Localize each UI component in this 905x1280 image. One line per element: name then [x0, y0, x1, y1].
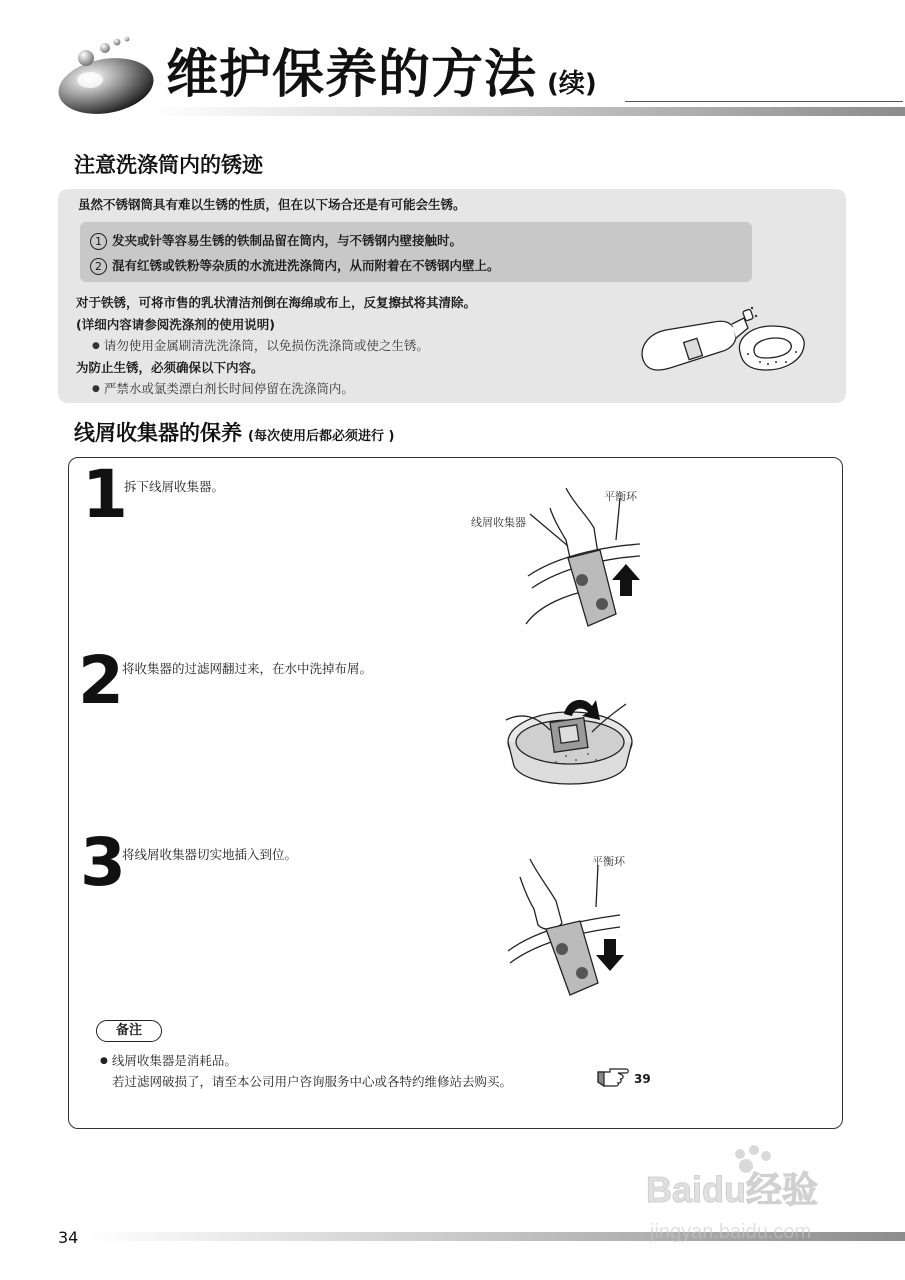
step-3-text: 将线屑收集器切实地插入到位。 [122, 847, 298, 862]
note-tag: 备注 [96, 1020, 162, 1042]
rust-warning-bleach: ● 严禁水或氯类漂白剂长时间停留在洗涤筒内。 [92, 379, 354, 397]
watermark-url: jingyan.baidu.com [650, 1221, 812, 1243]
rust-case-2 [90, 256, 500, 275]
rust-remedy-note: (详细内容请参阅洗涤剂的使用说明) [76, 317, 275, 332]
header-gradient-band [150, 107, 905, 116]
cleaner-bottle-sponge-illustration [636, 304, 812, 386]
step-1-text: 拆下线屑收集器。 [124, 479, 225, 494]
rust-case-1 [90, 231, 462, 250]
insert-lint-collector-illustration [500, 855, 640, 1000]
page-title-suffix: (续) [547, 69, 597, 99]
lint-section-subtitle: (每次使用后都必须进行 ) [248, 429, 395, 444]
reference-page-number: 39 [634, 1072, 651, 1086]
page-number: 34 [58, 1228, 79, 1247]
pointing-hand-reference-icon [596, 1066, 632, 1088]
rust-prevent-heading: 为防止生锈，必须确保以下内容。 [76, 360, 264, 375]
step-2-number: 2 [78, 642, 124, 719]
lint-section-title-block [74, 417, 394, 447]
watermark-brand: Baidu经验 [646, 1169, 819, 1210]
rust-intro-text: 虽然不锈钢筒具有难以生锈的性质，但在以下场合还是有可能会生锈。 [78, 197, 466, 212]
page-title: 维护保养的方法 [166, 45, 538, 105]
lint-steps-panel [68, 457, 843, 1129]
remove-lint-collector-illustration [470, 484, 670, 634]
case-number-circle: 1 [90, 233, 107, 250]
case-number-circle: 2 [90, 258, 107, 275]
title-underline [625, 101, 903, 102]
balance-ring-label: 平衡环 [604, 490, 637, 503]
note-line-consumable: ● 线屑收集器是消耗品。 [100, 1051, 237, 1069]
title-block [166, 32, 597, 107]
balance-ring-label: 平衡环 [592, 855, 625, 868]
rust-warning-brush: ● 请勿使用金属刷清洗洗涤筒，以免损伤洗涤筒或使之生锈。 [92, 336, 429, 354]
rust-section-title: 注意洗涤筒内的锈迹 [74, 153, 263, 177]
note-line-purchase: 若过滤网破损了，请至本公司用户咨询服务中心或各特约维修站去购买。 [112, 1074, 513, 1089]
wash-filter-in-water-illustration [496, 690, 646, 810]
baidu-watermark-logo [620, 1140, 860, 1250]
step-2-text: 将收集器的过滤网翻过来，在水中洗掉布屑。 [122, 661, 373, 676]
lint-collector-label: 线屑收集器 [471, 516, 526, 529]
rust-case-text: 混有红锈或铁粉等杂质的水流进洗涤筒内，从而附着在不锈钢内壁上。 [112, 258, 500, 273]
step-1-number: 1 [82, 456, 128, 533]
rust-case-text: 发夹或针等容易生锈的铁制品留在筒内，与不锈钢内壁接触时。 [112, 233, 463, 248]
step-3-number: 3 [80, 824, 126, 901]
rust-remedy-text: 对于铁锈，可将市售的乳状清洁剂倒在海绵或布上，反复擦拭将其清除。 [76, 295, 477, 310]
header-logo-bubbles-icon [56, 34, 162, 116]
lint-section-title: 线屑收集器的保养 [74, 421, 242, 445]
